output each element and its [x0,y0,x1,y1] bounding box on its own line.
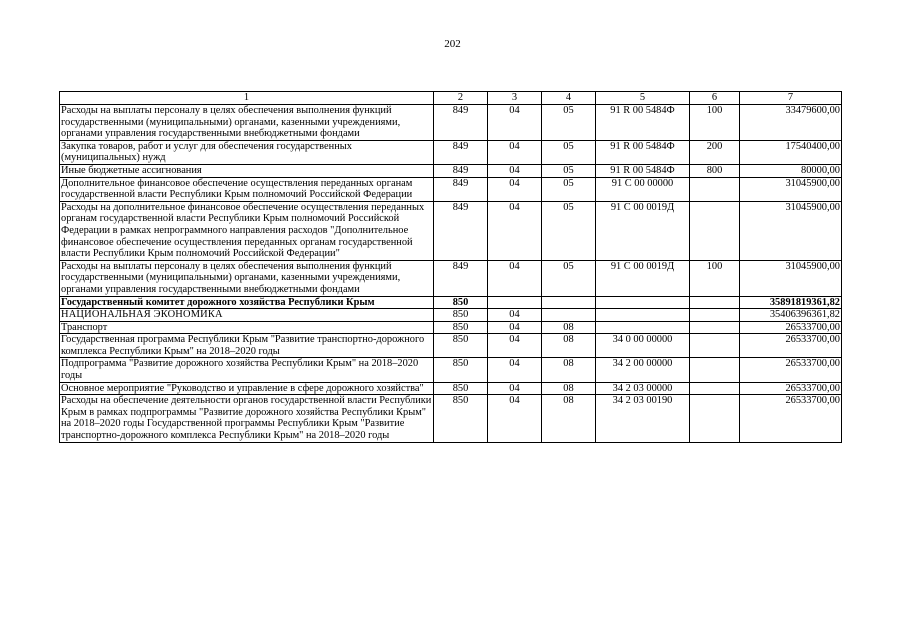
admin-code-cell: 850 [434,309,488,322]
admin-code-cell: 850 [434,382,488,395]
subsection-cell [542,296,596,309]
header-cell: 4 [542,92,596,105]
admin-code-cell: 850 [434,334,488,358]
header-row [60,92,842,105]
table-row [60,395,842,442]
target-article-cell: 91 R 00 5484Ф [596,105,690,141]
row-name-cell: Дополнительное финансовое обеспечение осуществления переданных органам государственной власти Республики Крым полномочий Российской Федерации [60,177,434,201]
section-cell: 04 [488,201,542,260]
section-cell: 04 [488,334,542,358]
subsection-cell: 05 [542,260,596,296]
admin-code-cell: 849 [434,177,488,201]
target-article-cell: 91 R 00 5484Ф [596,140,690,164]
admin-code-cell: 849 [434,260,488,296]
target-article-cell: 91 R 00 5484Ф [596,164,690,177]
amount-cell: 26533700,00 [740,382,842,395]
table-row [60,358,842,382]
row-name-cell: НАЦИОНАЛЬНАЯ ЭКОНОМИКА [60,309,434,322]
section-cell: 04 [488,140,542,164]
amount-cell: 17540400,00 [740,140,842,164]
header-cell: 7 [740,92,842,105]
row-name-cell: Транспорт [60,321,434,334]
section-cell: 04 [488,164,542,177]
expense-type-cell [690,201,740,260]
admin-code-cell: 849 [434,201,488,260]
row-name-cell: Расходы на обеспечение деятельности органов государственной власти Республики Крым в рамках подпрограммы "Развитие дорожного хозяйства Республики Крым" на 2018–2020 годы Государственной программы Республики Крым "Развитие транспортно-дорожного комплекса Республики Крым" на 2018–2020 годы [60,395,434,442]
row-name-cell: Государственный комитет дорожного хозяйства Республики Крым [60,296,434,309]
section-cell: 04 [488,358,542,382]
subsection-cell: 08 [542,321,596,334]
expense-type-cell: 800 [690,164,740,177]
admin-code-cell: 849 [434,164,488,177]
section-cell: 04 [488,105,542,141]
section-cell: 04 [488,309,542,322]
admin-code-cell: 850 [434,321,488,334]
subsection-cell: 05 [542,164,596,177]
amount-cell: 80000,00 [740,164,842,177]
table-row [60,201,842,260]
expense-type-cell: 100 [690,260,740,296]
table-row [60,260,842,296]
amount-cell: 26533700,00 [740,358,842,382]
amount-cell: 26533700,00 [740,334,842,358]
target-article-cell [596,296,690,309]
section-cell: 04 [488,177,542,201]
amount-cell: 33479600,00 [740,105,842,141]
section-cell: 04 [488,321,542,334]
header-cell: 6 [690,92,740,105]
admin-code-cell: 850 [434,296,488,309]
expense-type-cell [690,296,740,309]
section-cell: 04 [488,382,542,395]
row-name-cell: Расходы на дополнительное финансовое обеспечение осуществления переданных органам государственной власти Республики Крым полномочий Российской Федерации в рамках непрограммного направления расходов "Дополнительное финансовое обеспечение осуществления переданных органам государственной власти Республики Крым полномочий Российской Федерации" [60,201,434,260]
header-cell: 3 [488,92,542,105]
expense-type-cell [690,309,740,322]
subsection-cell: 05 [542,105,596,141]
amount-cell: 31045900,00 [740,201,842,260]
page-number: 202 [444,38,461,50]
table-row [60,140,842,164]
row-name-cell: Подпрограмма "Развитие дорожного хозяйства Республики Крым" на 2018–2020 годы [60,358,434,382]
table-row [60,382,842,395]
target-article-cell: 34 2 00 00000 [596,358,690,382]
subsection-cell: 05 [542,201,596,260]
table-row [60,105,842,141]
admin-code-cell: 850 [434,358,488,382]
target-article-cell: 91 C 00 0019Д [596,260,690,296]
amount-cell: 31045900,00 [740,260,842,296]
header-cell: 5 [596,92,690,105]
table-row [60,309,842,322]
row-name-cell: Расходы на выплаты персоналу в целях обеспечения выполнения функций государственными (муниципальными) органами, казенными учреждениями, органами управления государственными внебюджетными фондами [60,105,434,141]
section-cell [488,296,542,309]
amount-cell: 35406396361,82 [740,309,842,322]
amount-cell: 35891819361,82 [740,296,842,309]
expense-type-cell [690,358,740,382]
row-name-cell: Основное мероприятие "Руководство и управление в сфере дорожного хозяйства" [60,382,434,395]
expense-type-cell [690,334,740,358]
target-article-cell: 91 C 00 00000 [596,177,690,201]
target-article-cell [596,321,690,334]
expense-type-cell [690,382,740,395]
expense-type-cell: 200 [690,140,740,164]
target-article-cell: 34 2 03 00000 [596,382,690,395]
table-row [60,296,842,309]
amount-cell: 26533700,00 [740,321,842,334]
section-cell: 04 [488,395,542,442]
target-article-cell: 34 2 03 00190 [596,395,690,442]
expense-type-cell [690,177,740,201]
amount-cell: 31045900,00 [740,177,842,201]
row-name-cell: Иные бюджетные ассигнования [60,164,434,177]
admin-code-cell: 849 [434,105,488,141]
target-article-cell: 34 0 00 00000 [596,334,690,358]
expense-type-cell: 100 [690,105,740,141]
table-row [60,334,842,358]
subsection-cell [542,309,596,322]
amount-cell: 26533700,00 [740,395,842,442]
expense-type-cell [690,395,740,442]
header-cell: 2 [434,92,488,105]
section-cell: 04 [488,260,542,296]
table-row [60,164,842,177]
subsection-cell: 05 [542,140,596,164]
target-article-cell: 91 C 00 0019Д [596,201,690,260]
expense-type-cell [690,321,740,334]
row-name-cell: Государственная программа Республики Крым "Развитие транспортно-дорожного комплекса Республики Крым" на 2018–2020 годы [60,334,434,358]
table-row [60,177,842,201]
subsection-cell: 08 [542,395,596,442]
admin-code-cell: 849 [434,140,488,164]
target-article-cell [596,309,690,322]
subsection-cell: 08 [542,334,596,358]
subsection-cell: 08 [542,358,596,382]
table-row [60,321,842,334]
admin-code-cell: 850 [434,395,488,442]
row-name-cell: Закупка товаров, работ и услуг для обеспечения государственных (муниципальных) нужд [60,140,434,164]
subsection-cell: 05 [542,177,596,201]
row-name-cell: Расходы на выплаты персоналу в целях обеспечения выполнения функций государственными (муниципальными) органами, казенными учреждениями, органами управления государственными внебюджетными фондами [60,260,434,296]
budget-table [59,91,842,443]
header-cell: 1 [60,92,434,105]
subsection-cell: 08 [542,382,596,395]
